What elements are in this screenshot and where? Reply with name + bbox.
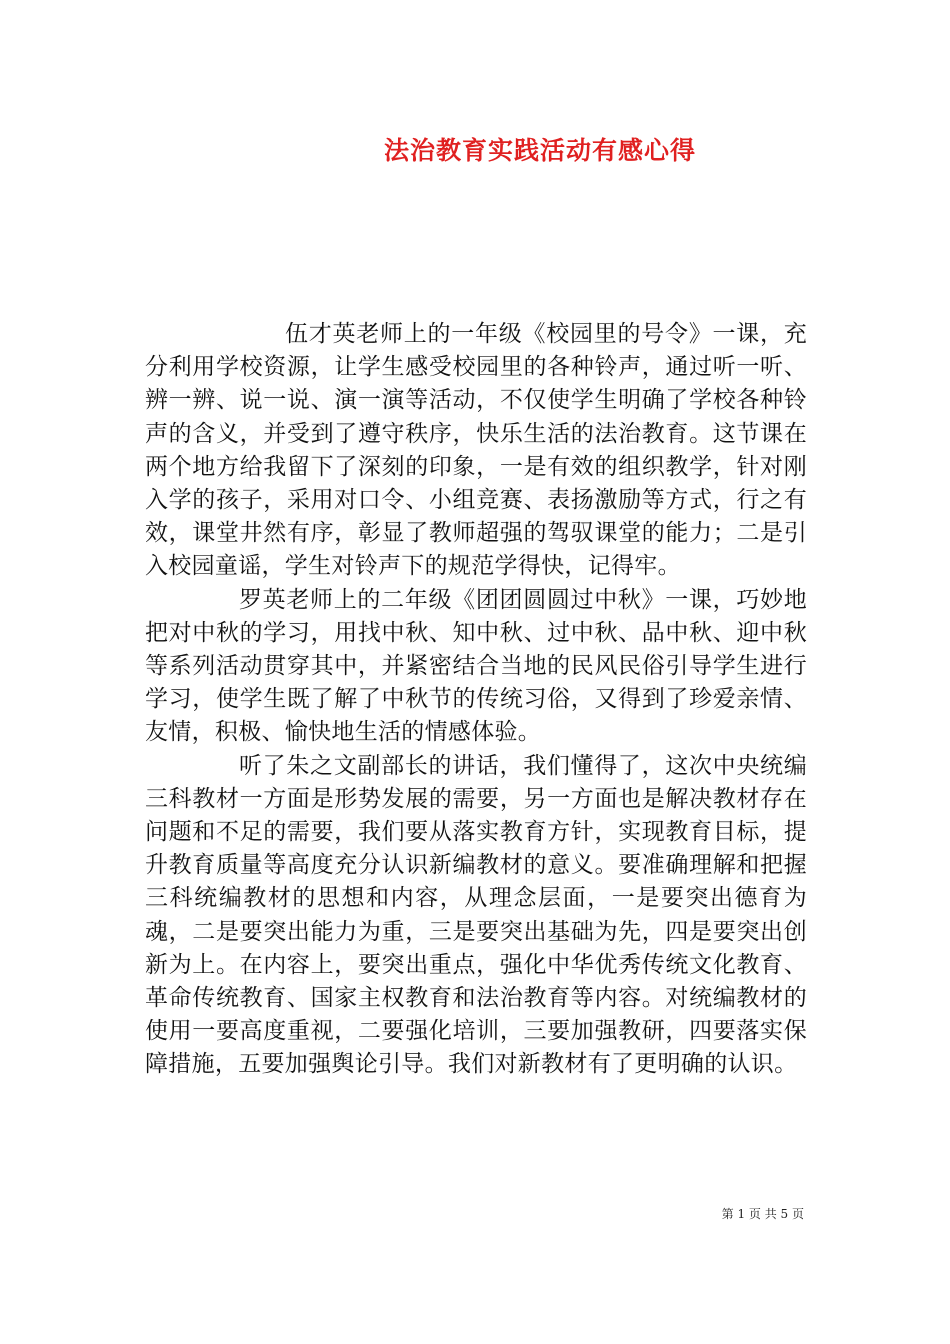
document-title: 法治教育实践活动有感心得 (383, 136, 696, 165)
paragraph-2: 罗英老师上的二年级《团团圆圆过中秋》一课，巧妙地把对中秋的学习，用找中秋、知中秋、过中秋、品中秋、迎中秋等系列活动贯穿其中，并紧密结合当地的民风民俗引导学生进行学习，使学生既了解了中秋节的传统习俗，又得到了珍爱亲情、友情，积极、愉快地生活的情感体验。 (145, 586, 807, 746)
page-number-footer: 第 1 页 共 5 页 (721, 1207, 804, 1221)
paragraph-3: 听了朱之文副部长的讲话，我们懂得了，这次中央统编三科教材一方面是形势发展的需要，另一方面也是解决教材存在问题和不足的需要，我们要从落实教育方针，实现教育目标，提升教育质量等高度充分认识新编教材的意义。要准确理解和把握三科统编教材的思想和内容，从理念层面，一是要突出德育为魂，二是要突出能力为重，三是要突出基础为先，四是要突出创新为上。在内容上，要突出重点，强化中华优秀传统文化教育、革命传统教育、国家主权教育和法治教育等内容。对统编教材的使用一要高度重视，二要强化培训，三要加强教研，四要落实保障措施，五要加强舆论引导。我们对新教材有了更明确的认识。 (145, 752, 807, 1078)
document-body (145, 318, 807, 1082)
paragraph-1: 伍才英老师上的一年级《校园里的号令》一课，充分利用学校资源，让学生感受校园里的各种铃声，通过听一听、辨一辨、说一说、演一演等活动，不仅使学生明确了学校各种铃声的含义，并受到了遵守秩序，快乐生活的法治教育。这节课在两个地方给我留下了深刻的印象，一是有效的组织教学，针对刚入学的孩子，采用对口令、小组竞赛、表扬激励等方式，行之有效，课堂井然有序，彰显了教师超强的驾驭课堂的能力；二是引入校园童谣，学生对铃声下的规范学得快，记得牢。 (145, 321, 807, 580)
